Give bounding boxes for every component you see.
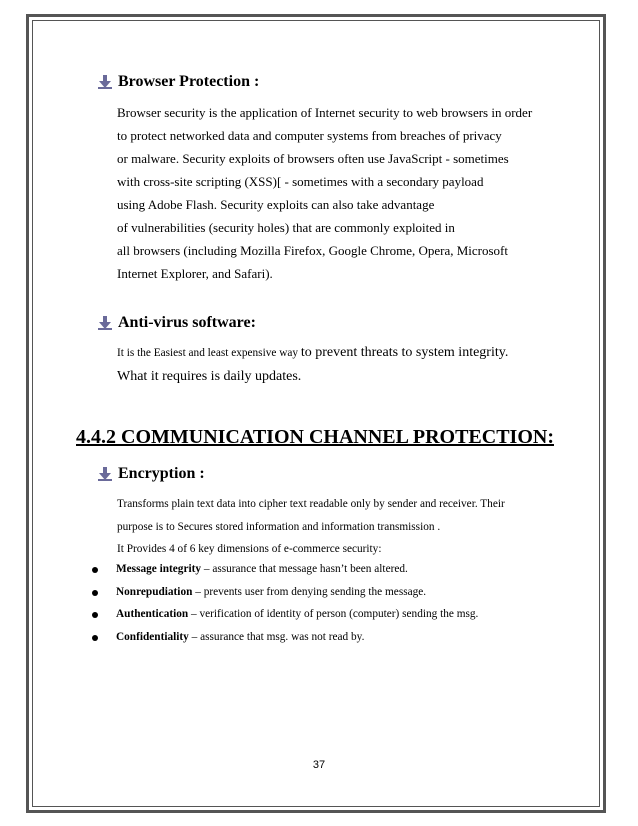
bullet-item-confidentiality	[116, 630, 364, 644]
antivirus-line-1	[117, 344, 508, 361]
bullet-dot	[92, 567, 98, 573]
bullet-term: Message integrity	[116, 563, 202, 575]
bullet-dot	[92, 635, 98, 641]
antivirus-heading: Anti-virus software:	[118, 314, 256, 331]
bullet-item-message-integrity	[116, 562, 408, 576]
antivirus-line-2: What it requires is daily updates.	[117, 369, 302, 384]
encryption-line-2: purpose is to Secures stored information and information transmission .	[117, 521, 441, 533]
antivirus-line-1-large: to prevent threats to system integrity.	[300, 345, 509, 360]
browser-line-5: using Adobe Flash. Security exploits can also take advantage	[117, 197, 435, 212]
bullet-desc: – prevents user from denying sending the message.	[192, 586, 427, 598]
down-arrow-bullet-icon	[98, 75, 112, 89]
browser-protection-heading: Browser Protection :	[118, 73, 260, 90]
antivirus-line-1-small: It is the Easiest and least expensive way	[117, 347, 301, 359]
bullet-item-authentication	[116, 607, 478, 621]
bullet-desc: – assurance that msg. was not read by.	[188, 631, 365, 643]
page-number: 37	[312, 759, 326, 771]
encryption-line-1: Transforms plain text data into cipher text readable only by sender and receiver. Their	[117, 498, 505, 510]
bullet-desc: – assurance that message hasn’t been altered.	[201, 563, 408, 575]
browser-line-7: all browsers (including Mozilla Firefox, Google Chrome, Opera, Microsoft	[117, 243, 508, 258]
browser-line-4: with cross-site scripting (XSS)[ - sometimes with a secondary payload	[117, 174, 484, 189]
down-arrow-bullet-icon	[98, 467, 112, 481]
down-arrow-bullet-icon	[98, 316, 112, 330]
encryption-line-3: It Provides 4 of 6 key dimensions of e-commerce security:	[117, 543, 382, 555]
bullet-term: Confidentiality	[116, 631, 189, 643]
bullet-dot	[92, 612, 98, 618]
bullet-term: Nonrepudiation	[116, 586, 193, 598]
browser-line-8: Internet Explorer, and Safari).	[117, 266, 273, 281]
encryption-heading: Encryption :	[118, 465, 205, 482]
browser-line-6: of vulnerabilities (security holes) that are commonly exploited in	[117, 220, 455, 235]
section-title: 4.4.2 COMMUNICATION CHANNEL PROTECTION:	[76, 426, 554, 448]
browser-line-1: Browser security is the application of Internet security to web browsers in order	[117, 105, 533, 120]
bullet-desc: – verification of identity of person (computer) sending the msg.	[188, 608, 479, 620]
bullet-term: Authentication	[116, 608, 189, 620]
browser-line-3: or malware. Security exploits of browsers often use JavaScript - sometimes	[117, 151, 509, 166]
bullet-dot	[92, 590, 98, 596]
browser-line-2: to protect networked data and computer systems from breaches of privacy	[117, 128, 502, 143]
bullet-item-nonrepudiation	[116, 585, 426, 599]
